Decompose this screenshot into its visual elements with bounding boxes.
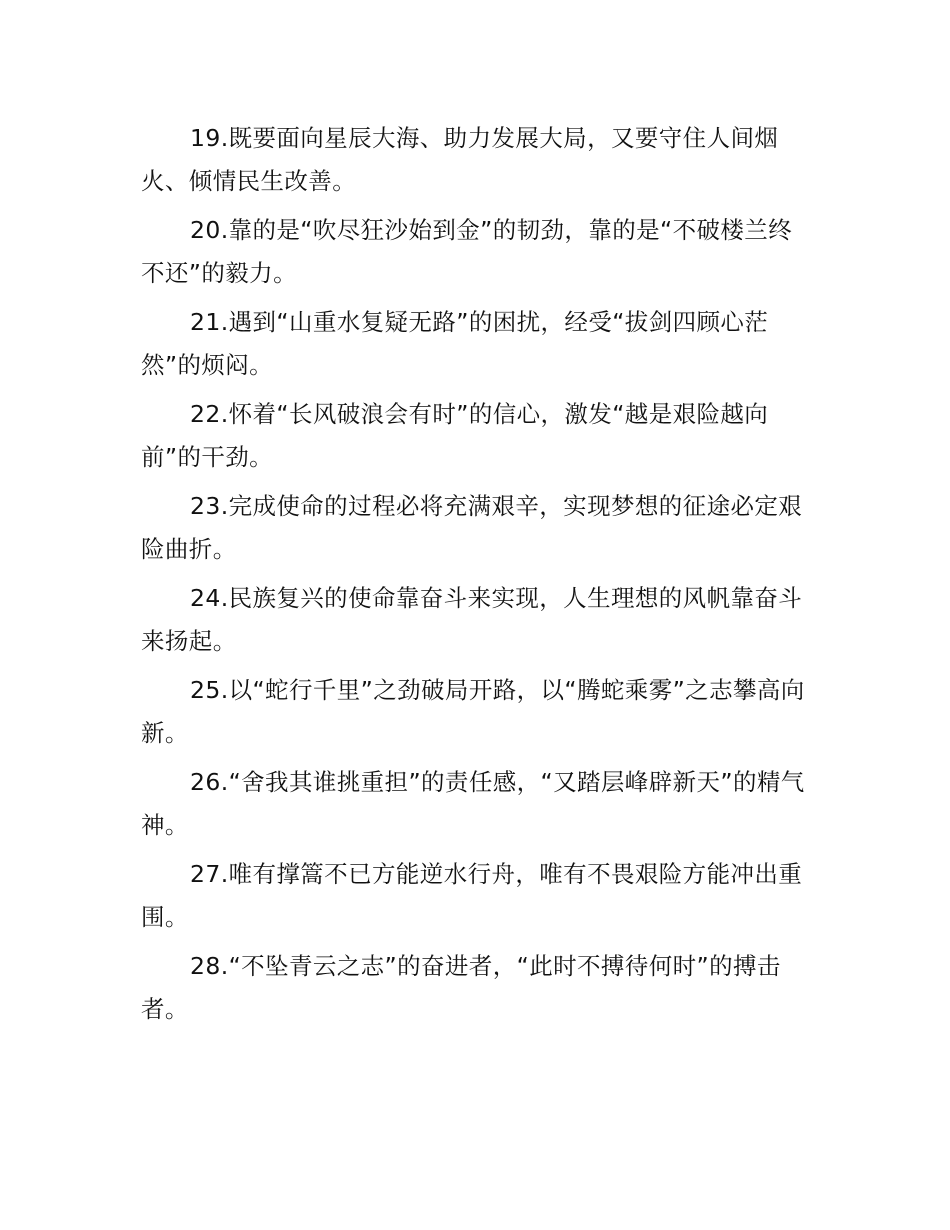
paragraph-19: 19.既要面向星辰大海、助力发展大局，又要守住人间烟火、倾情民生改善。	[141, 124, 779, 195]
paragraph-26: 26.“舍我其谁挑重担”的责任感，“又踏层峰辟新天”的精气神。	[141, 768, 805, 839]
paragraph-25: 25.以“蛇行千里”之劲破局开路，以“腾蛇乘雾”之志攀高向新。	[141, 676, 805, 747]
paragraph-24: 24.民族复兴的使命靠奋斗来实现，人生理想的风帆靠奋斗来扬起。	[141, 584, 803, 655]
paragraph-21: 21.遇到“山重水复疑无路”的困扰，经受“拔剑四顾心茫然”的烦闷。	[141, 308, 769, 379]
paragraph-27: 27.唯有撑篙不已方能逆水行舟，唯有不畏艰险方能冲出重围。	[141, 860, 803, 931]
paragraph-22: 22.怀着“长风破浪会有时”的信心，激发“越是艰险越向前”的干劲。	[141, 400, 769, 471]
paragraph-20: 20.靠的是“吹尽狂沙始到金”的韧劲，靠的是“不破楼兰终不还”的毅力。	[141, 216, 793, 287]
paragraph-28: 28.“不坠青云之志”的奋进者，“此时不搏待何时”的搏击者。	[141, 952, 781, 1023]
document-body	[141, 117, 811, 1037]
paragraph-23: 23.完成使命的过程必将充满艰辛，实现梦想的征途必定艰险曲折。	[141, 492, 803, 563]
